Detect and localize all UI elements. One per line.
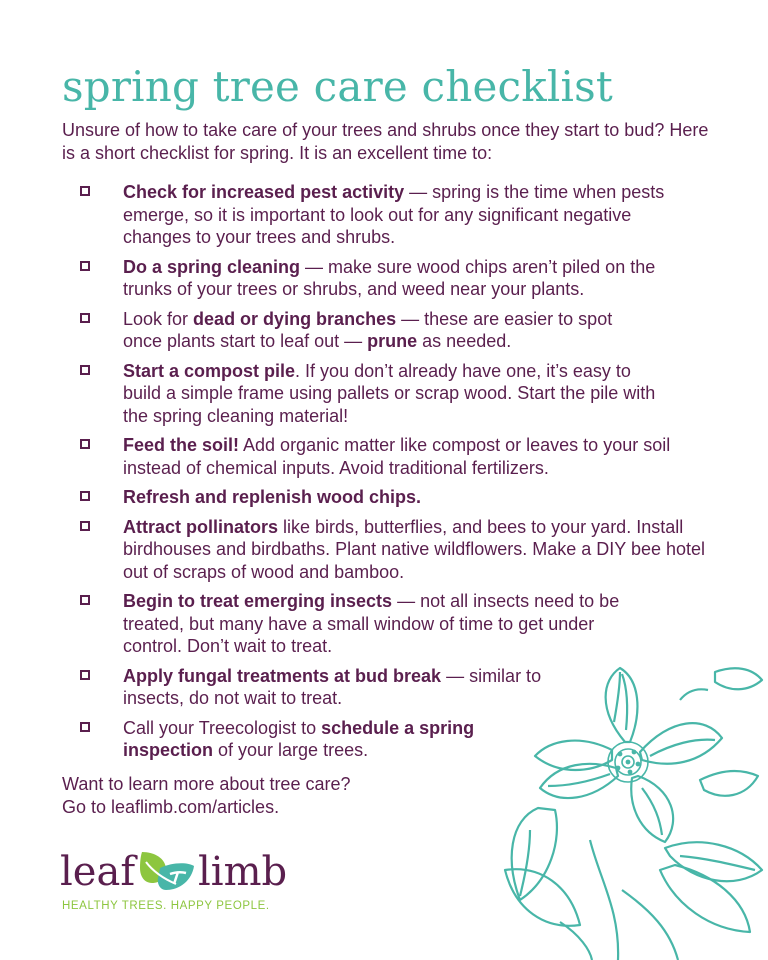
checklist-item (80, 256, 710, 301)
checklist-item-text (123, 717, 508, 762)
checklist-item (80, 181, 710, 249)
checklist-item-regular-text: Look for (123, 308, 194, 329)
checkbox-icon (80, 439, 90, 449)
checklist-item (80, 434, 710, 479)
checkbox-icon (80, 186, 90, 196)
checkbox-icon (80, 595, 90, 605)
checklist-item-bold-text: Attract pollinators (123, 516, 279, 537)
ampersand-leaf-icon (136, 850, 196, 898)
learn-more-link[interactable]: Go to leaflimb.com/articles. (62, 797, 280, 817)
learn-more-line: Want to learn more about tree care? (62, 774, 351, 794)
checklist-item-regular-text: as needed. (417, 331, 512, 351)
checklist-item-bold-text: Refresh and replenish wood chips. (123, 487, 422, 507)
checklist-item (80, 308, 710, 353)
checkbox-icon (80, 261, 90, 271)
checkbox-icon (80, 313, 90, 323)
checklist-item-regular-text: like birds, butterflies, and bees to your yard. Install birdhouses and birdbaths. Plant native wildflowers. Make a DIY bee hotel out of scraps of wood and bamboo. (123, 516, 706, 582)
checklist-item-regular-text: . If you don’t already have one, it’s easy to build a simple frame using pallets or scrap wood. Start the pile with the spring cleaning material! (123, 360, 656, 426)
checklist-item-bold-text: schedule a spring inspection (123, 717, 475, 760)
checklist-item-regular-text: — not all insects need to be treated, but many have a small window of time to get under control. Don’t wait to treat. (123, 591, 620, 656)
checklist-item-text (123, 590, 623, 658)
checklist-item-text (123, 486, 708, 509)
checklist-item-bold-text: Check for increased pest activity (123, 182, 405, 202)
checklist-item-text (123, 308, 623, 353)
checklist-item-bold-text: dead or dying branches (193, 308, 397, 329)
checklist-item-regular-text: Call your Treecologist to (123, 717, 322, 738)
checklist-item-regular-text: — make sure wood chips aren’t piled on the trunks of your trees or shrubs, and weed near your plants. (123, 256, 656, 299)
intro-paragraph: Unsure of how to take care of your trees and shrubs once they start to bud? Here is a short checklist for spring. It is an excellent time to: (62, 120, 709, 163)
checklist-item-text (123, 360, 668, 428)
checkbox-icon (80, 670, 90, 680)
checklist-item-text (123, 434, 708, 479)
checklist-item-bold-text: prune (367, 331, 418, 351)
checklist-item-text (123, 516, 710, 584)
learn-more (62, 773, 350, 819)
logo-word-limb: limb (198, 849, 288, 895)
checklist-item-regular-text: of your large trees. (213, 740, 369, 760)
checklist-item-bold-text: Start a compost pile (123, 360, 296, 381)
checkbox-icon (80, 491, 90, 501)
leaf-and-limb-logo (60, 849, 290, 922)
checklist-item-regular-text: — spring is the time when pests emerge, so it is important to look out for any significant negative changes to your trees and shrubs. (123, 182, 665, 247)
checklist-item-regular-text: — these are easier to spot once plants start to leaf out — (123, 308, 613, 351)
checklist-item-text (123, 256, 703, 301)
logo-tagline: HEALTHY TREES. HAPPY PEOPLE. (62, 900, 270, 912)
checklist-item (80, 590, 710, 658)
checklist-item-text (123, 665, 563, 710)
checklist-item-bold-text: Begin to treat emerging insects (123, 591, 393, 611)
checklist-item-regular-text: Add organic matter like compost or leaves to your soil instead of chemical inputs. Avoid traditional fertilizers. (123, 435, 671, 478)
checkbox-icon (80, 365, 90, 375)
checklist-item-text (123, 181, 678, 249)
checklist-item (80, 516, 710, 584)
checklist-item (80, 486, 710, 509)
checklist-item (80, 360, 710, 428)
checklist-item-bold-text: Do a spring cleaning (123, 256, 301, 277)
dogwood-flower-illustration (500, 660, 768, 960)
checklist-item-bold-text: Apply fungal treatments at bud break (123, 665, 442, 686)
checkbox-icon (80, 722, 90, 732)
checklist-item-regular-text: — similar to insects, do not wait to treat. (123, 665, 542, 708)
page-title: spring tree care checklist (62, 62, 613, 111)
checklist-item-bold-text: Feed the soil! (123, 435, 240, 455)
logo-word-leaf: leaf (60, 849, 136, 895)
checkbox-icon (80, 521, 90, 531)
